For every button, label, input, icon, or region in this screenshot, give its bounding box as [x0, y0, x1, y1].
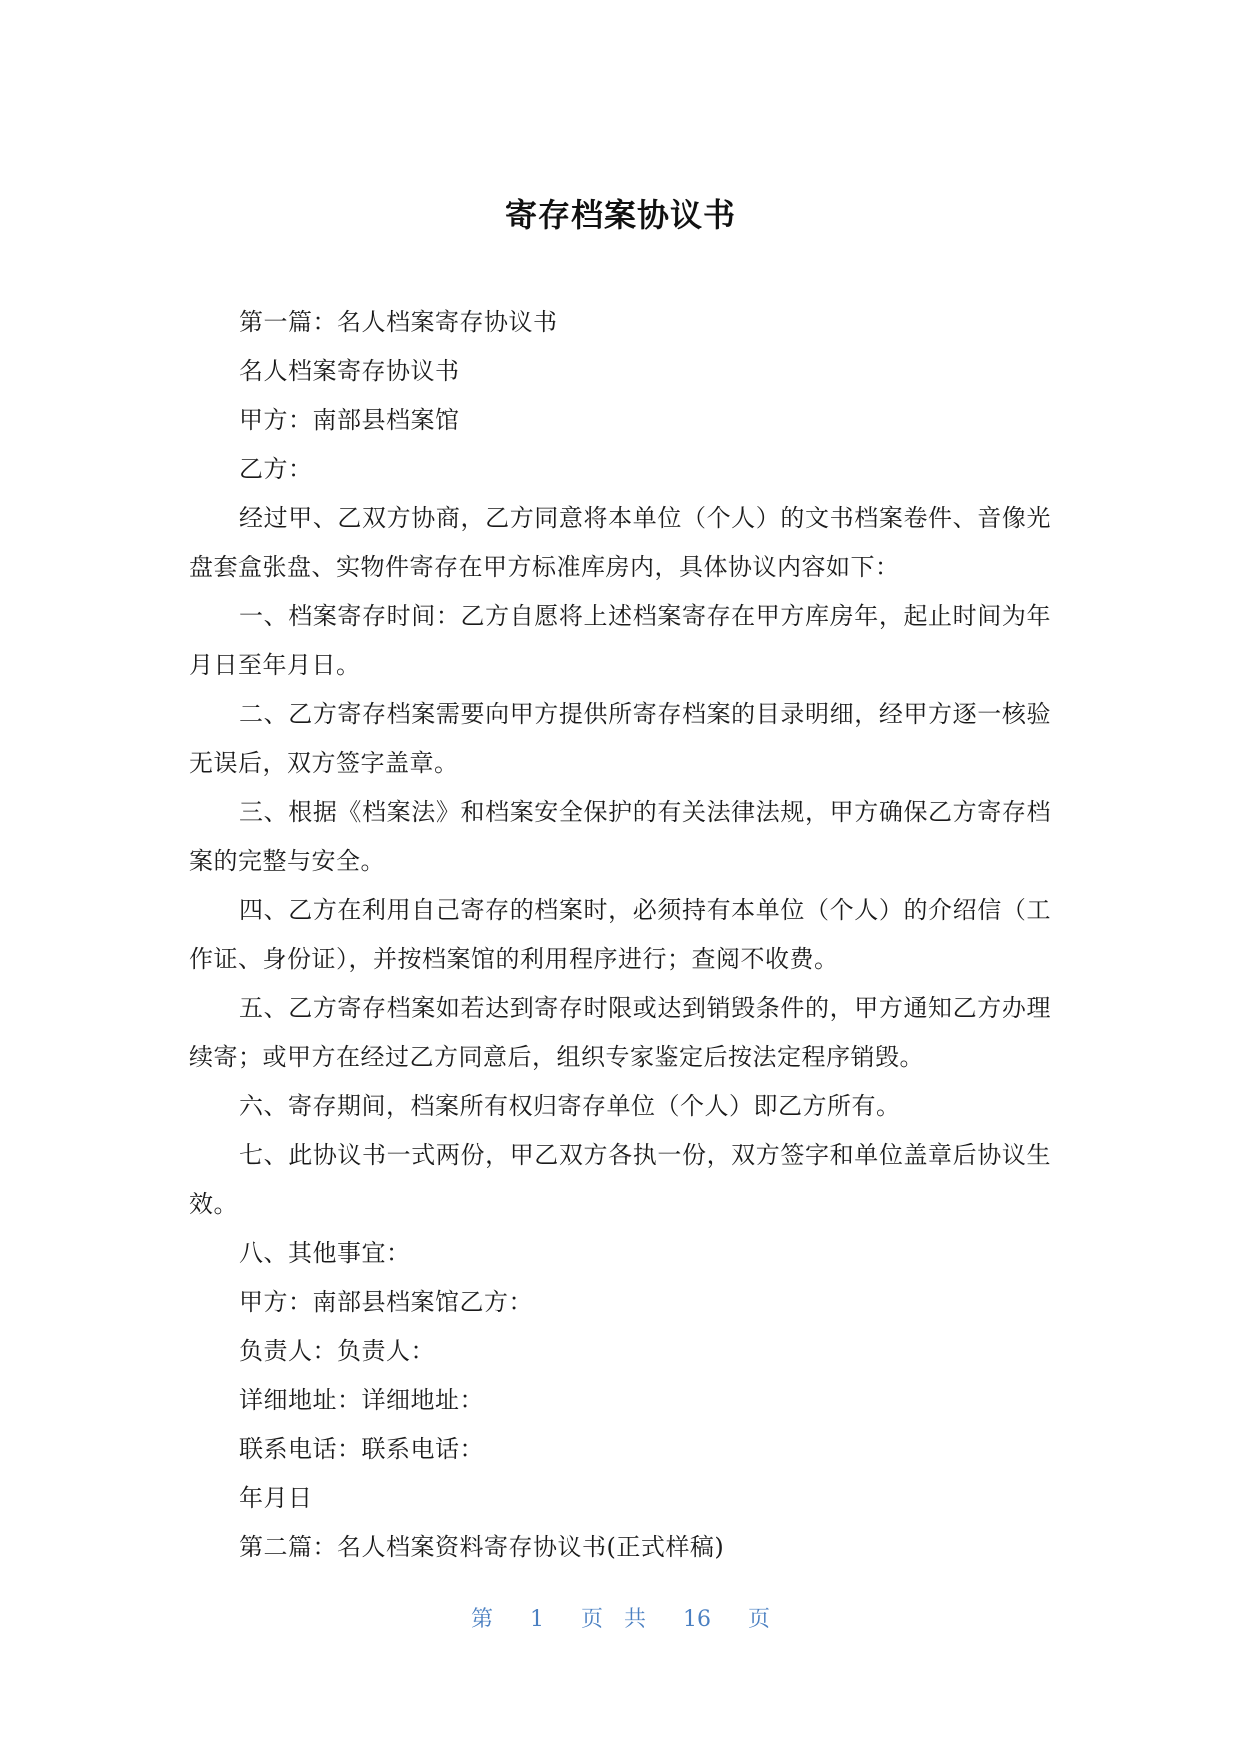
paragraph: 负责人：负责人： [239, 1337, 435, 1365]
paragraph: 甲方：南部县档案馆乙方： [239, 1288, 533, 1316]
paragraph: 经过甲、乙双方协商，乙方同意将本单位（个人）的文书档案卷件、音像光盘套盒张盘、实物件寄存在甲方标准库房内，具体协议内容如下： [189, 504, 1051, 581]
paragraph: 第二篇：名人档案资料寄存协议书(正式样稿) [239, 1533, 725, 1561]
paragraph: 名人档案寄存协议书 [239, 357, 460, 385]
footer-label-page: 第 [470, 1607, 493, 1632]
paragraph: 六、寄存期间，档案所有权归寄存单位（个人）即乙方所有。 [239, 1092, 901, 1120]
page-footer [0, 1602, 1241, 1633]
paragraph: 三、根据《档案法》和档案安全保护的有关法律法规，甲方确保乙方寄存档案的完整与安全。 [189, 798, 1051, 875]
paragraph: 八、其他事宜： [239, 1239, 411, 1267]
paragraph: 一、档案寄存时间：乙方自愿将上述档案寄存在甲方库房年，起止时间为年月日至年月日。 [189, 602, 1051, 679]
paragraph: 第一篇：名人档案寄存协议书 [239, 308, 558, 336]
paragraph: 五、乙方寄存档案如若达到寄存时限或达到销毁条件的，甲方通知乙方办理续寄；或甲方在经过乙方同意后，组织专家鉴定后按法定程序销毁。 [189, 994, 1051, 1071]
paragraph: 二、乙方寄存档案需要向甲方提供所寄存档案的目录明细，经甲方逐一核验无误后，双方签字盖章。 [189, 700, 1051, 777]
paragraph: 乙方： [239, 455, 313, 483]
document-title: 寄存档案协议书 [504, 196, 736, 234]
paragraph: 四、乙方在利用自己寄存的档案时，必须持有本单位（个人）的介绍信（工作证、身份证），并按档案馆的利用程序进行；查阅不收费。 [189, 896, 1051, 973]
document-body [189, 298, 1051, 1572]
paragraph: 详细地址：详细地址： [239, 1386, 484, 1414]
footer-label-of: 页 共 [581, 1607, 646, 1632]
footer-total-pages: 16 [683, 1607, 711, 1632]
footer-current-page: 1 [530, 1607, 544, 1632]
paragraph: 年月日 [239, 1484, 313, 1512]
paragraph: 七、此协议书一式两份，甲乙双方各执一份，双方签字和单位盖章后协议生效。 [189, 1141, 1051, 1218]
paragraph: 甲方：南部县档案馆 [239, 406, 460, 434]
footer-label-pages: 页 [748, 1607, 771, 1632]
paragraph: 联系电话：联系电话： [239, 1435, 484, 1463]
